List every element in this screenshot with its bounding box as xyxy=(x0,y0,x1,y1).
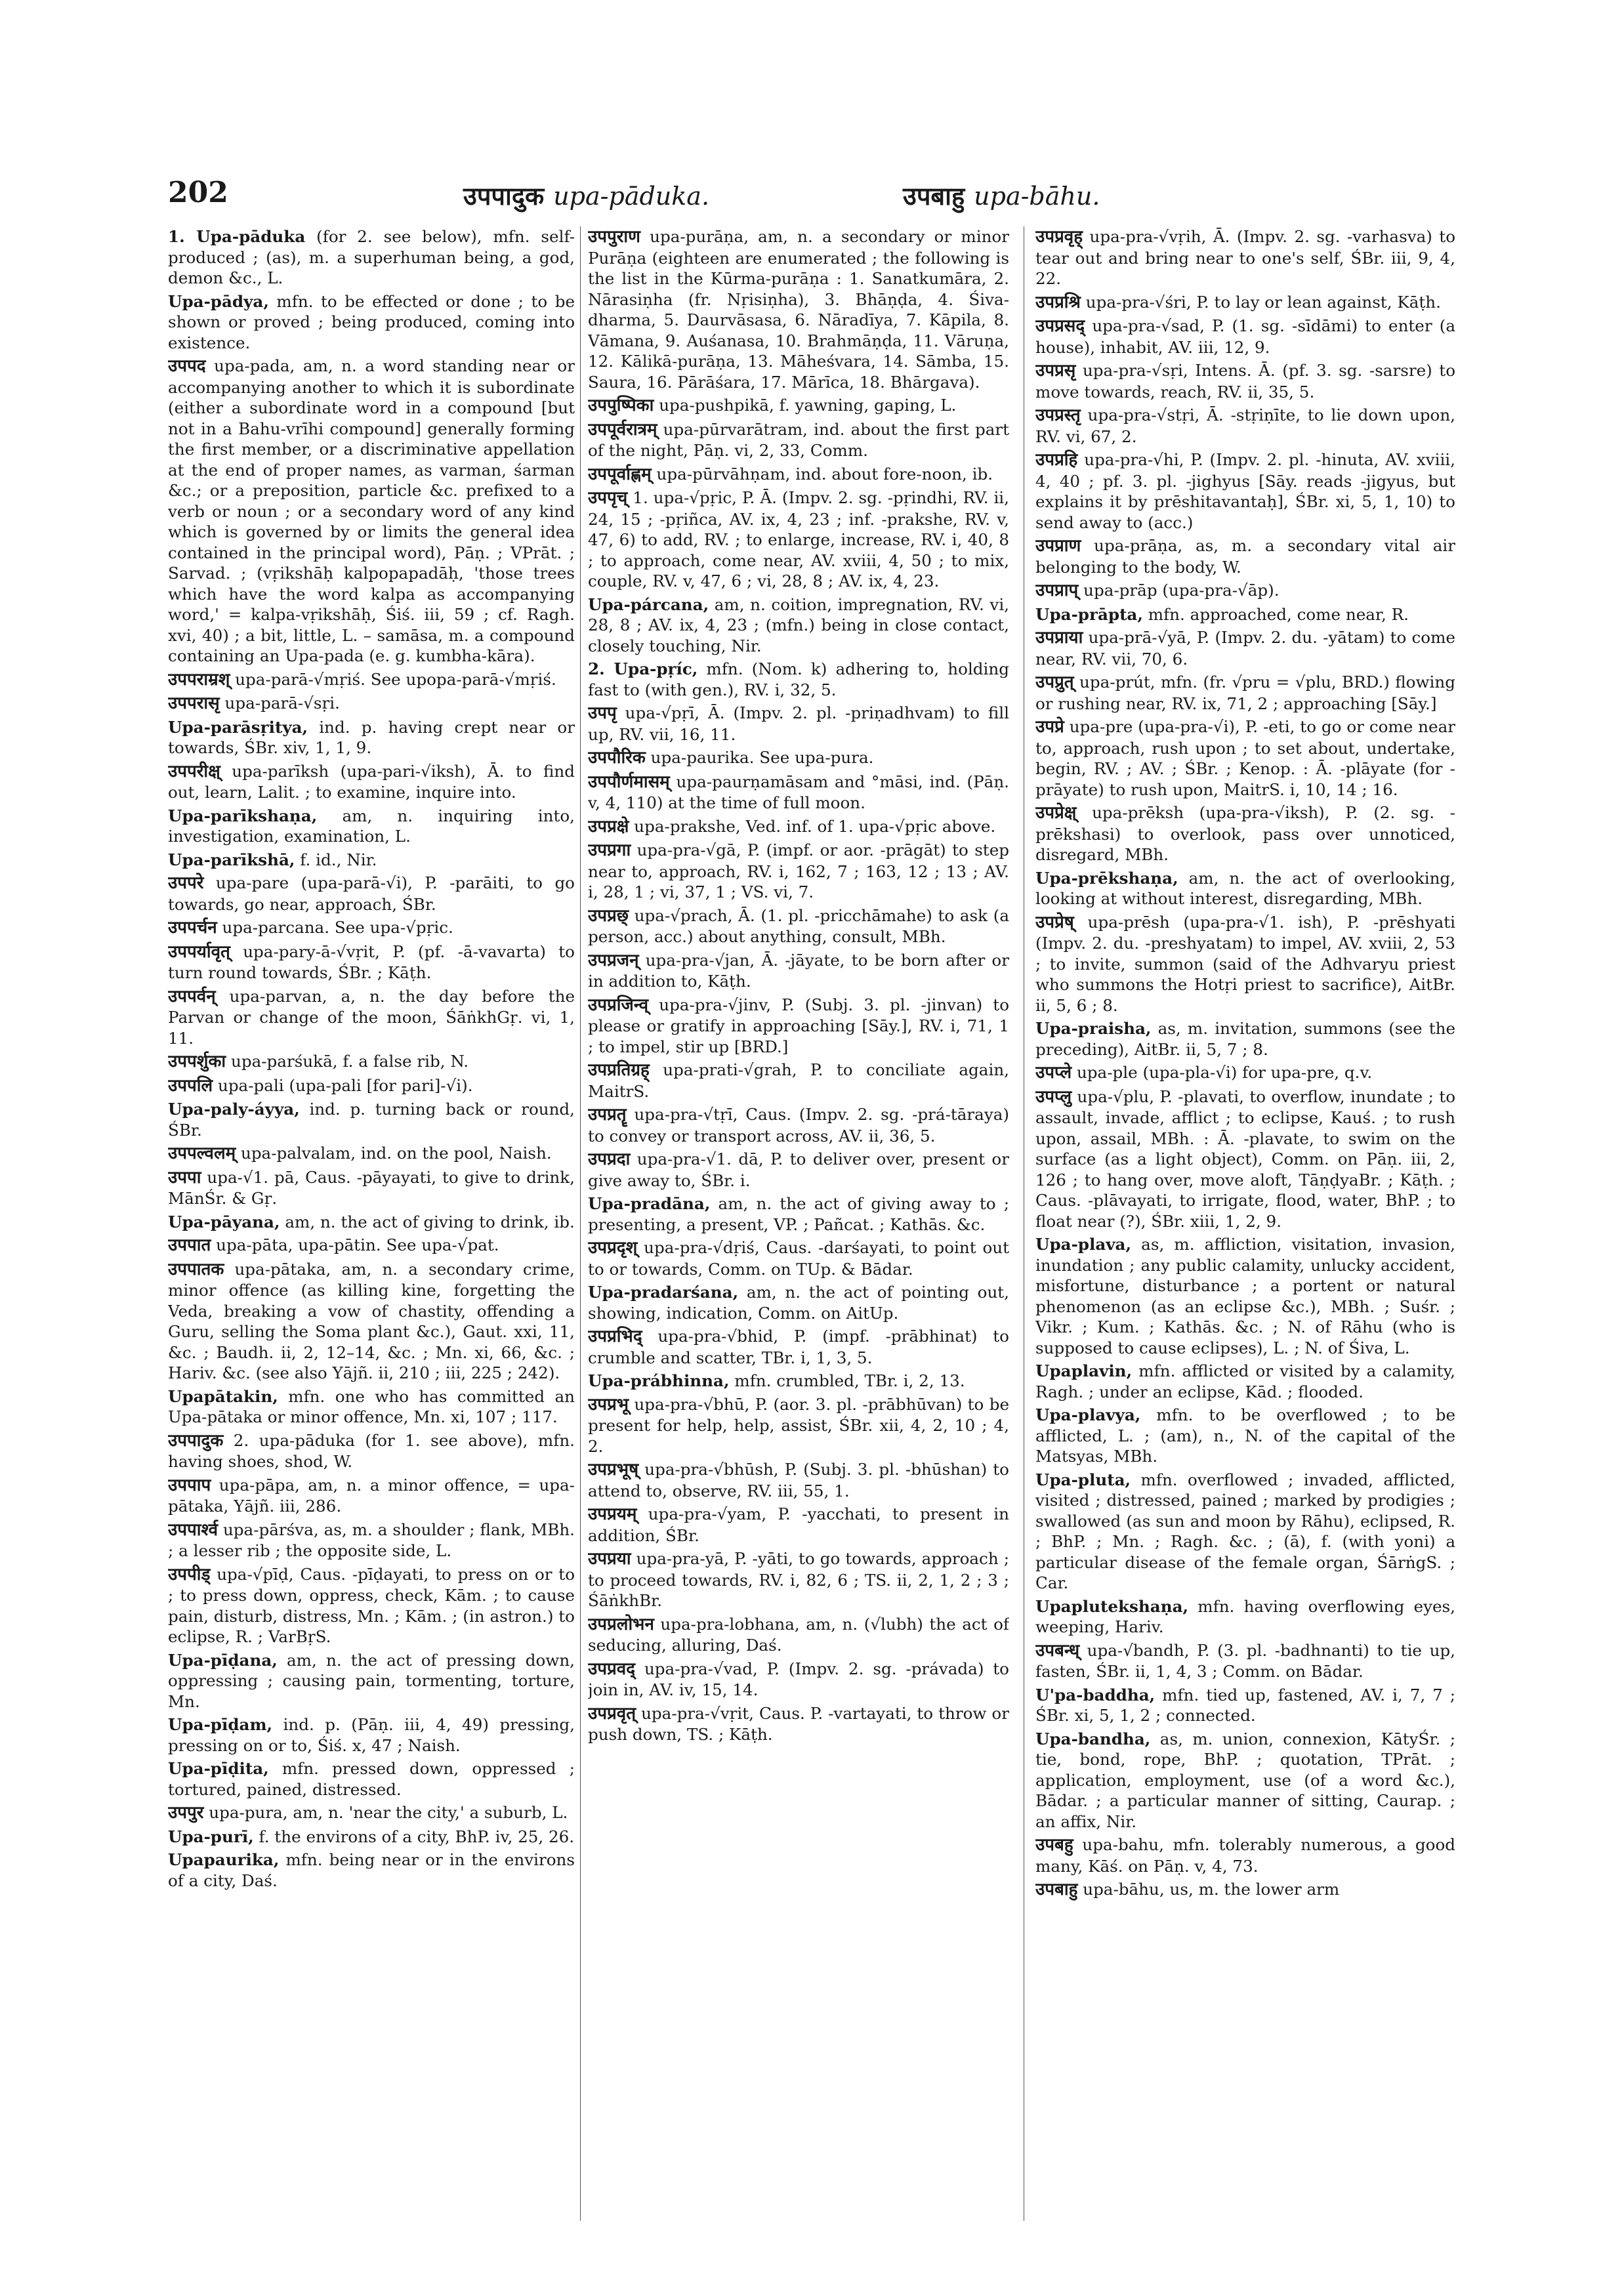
dictionary-entry xyxy=(168,1051,575,1073)
entry-headword: Upapātakin, xyxy=(168,1386,278,1406)
entry-headword: उपपातक xyxy=(168,1259,224,1279)
entry-headword: Upa-pīḍana, xyxy=(168,1650,278,1670)
dictionary-entry xyxy=(168,291,575,354)
dictionary-column-2 xyxy=(588,226,1009,2241)
entry-headword: उपपरे xyxy=(168,873,204,893)
dictionary-entry xyxy=(588,995,1009,1058)
entry-definition: ind. p. (Pāṇ. iii, 4, 49) pressing, pressing on or to, Śiś. x, 47 ; Naish. xyxy=(168,1715,575,1755)
entry-headword: Upa-párcana, xyxy=(588,594,709,614)
dictionary-entry xyxy=(1035,1834,1455,1876)
entry-definition: upa-pra-√vṛit, Caus. P. -vartayati, to throw or push down, TS. ; Kāṭh. xyxy=(588,1703,1009,1744)
entry-definition: mfn. overflowed ; invaded, afflicted, visited ; distressed, pained ; marked by prodigies ; swallowed (as sun and moon by Rāhu), eclipsed, R. ; BhP. ; Mn. ; Ragh. &c. ; (ā), f. (with yoni) a particular disease of the female organ, ŚārṅgS. ; Car. xyxy=(1035,1470,1455,1592)
entry-headword: Upa-parīkshaṇa, xyxy=(168,806,318,825)
dictionary-entry xyxy=(1035,449,1455,533)
entry-headword: Upa-pādya, xyxy=(168,291,269,311)
entry-headword: उपपार्श्व xyxy=(168,1520,219,1540)
entry-definition: upa-pra-√jan, Ā. -jāyate, to be born after or in addition to, Kāṭh. xyxy=(588,950,1009,991)
entry-definition: upa-pra-lobhana, am, n. (√lubh) the act of seducing, alluring, Daś. xyxy=(588,1614,1009,1655)
entry-headword: उपपात xyxy=(168,1235,211,1255)
entry-headword: उपपुर xyxy=(168,1803,204,1823)
entry-headword: Upa-pīḍam, xyxy=(168,1715,273,1734)
dictionary-entry xyxy=(1035,1018,1455,1060)
entry-headword: उपप्राप् xyxy=(1035,581,1079,600)
dictionary-entry xyxy=(168,1430,575,1472)
dictionary-entry xyxy=(168,1827,575,1848)
entry-headword: उपपरीक्ष् xyxy=(168,761,220,781)
dictionary-entry xyxy=(168,1714,575,1756)
entry-definition: upa-√pṛī, Ā. (Impv. 2. pl. -priṇadhvam) to fill up, RV. vii, 16, 11. xyxy=(588,703,1009,744)
dictionary-entry xyxy=(1035,868,1455,909)
entry-definition: upa-pūrvarātram, ind. about the first part of the night, Pāṇ. vi, 2, 33, Comm. xyxy=(588,419,1009,460)
dictionary-entry xyxy=(168,1802,575,1824)
entry-definition: am, n. inquiring into, investigation, examination, L. xyxy=(168,806,575,846)
entry-definition: mfn. (Nom. k) adhering to, holding fast to (with gen.), RV. i, 32, 5. xyxy=(588,659,1009,699)
dictionary-entry xyxy=(588,1371,1009,1392)
dictionary-entry xyxy=(588,1614,1009,1656)
dictionary-entry xyxy=(1035,580,1455,602)
entry-definition: upa-pra-√hi, P. (Impv. 2. pl. -hinuta, AV. xviii, 4, 40 ; pf. 3. pl. -jighyus [Sāy. reads -jigyus, but explains it by prēshitavantaḥ], ŚBr. xi, 5, 1, 10) to send away to (acc.) xyxy=(1035,450,1455,532)
entry-definition: upa-pra-√sṛi, Intens. Ā. (pf. 3. sg. -sarsre) to move towards, reach, RV. ii, 35, 5. xyxy=(1035,361,1455,402)
dictionary-entry xyxy=(1035,1062,1455,1084)
dictionary-entry xyxy=(168,693,575,714)
entry-headword: उपबहु xyxy=(1035,1835,1073,1855)
dictionary-entry xyxy=(168,873,575,915)
dictionary-entry xyxy=(588,659,1009,700)
entry-definition: upa-pushpikā, f. yawning, gaping, L. xyxy=(654,396,957,415)
dictionary-entry xyxy=(168,1758,575,1800)
dictionary-entry xyxy=(1035,1596,1455,1638)
entry-definition: upa-prati-√grah, P. to conciliate again, MaitrS. xyxy=(588,1060,1009,1101)
dictionary-entry xyxy=(1035,292,1455,314)
entry-headword: उपबाहु xyxy=(1035,1880,1078,1899)
dictionary-entry xyxy=(168,1143,575,1165)
entry-definition: upa-pāpa, am, n. a minor offence, = upa-pātaka, Yājñ. iii, 286. xyxy=(168,1475,575,1516)
entry-headword: उपप्रुत् xyxy=(1035,672,1074,692)
entry-definition: upa-√prach, Ā. (1. pl. -pricchāmahe) to ask (a person, acc.) about anything, consult, MBh. xyxy=(588,905,1009,946)
entry-headword: उपपलि xyxy=(168,1075,213,1096)
entry-headword: Upa-bandha, xyxy=(1035,1729,1151,1748)
dictionary-entry xyxy=(588,1104,1009,1146)
dictionary-entry xyxy=(168,986,575,1049)
entry-headword: उपपृ xyxy=(588,703,617,723)
entry-definition: f. id., Nir. xyxy=(295,850,377,869)
entry-definition: mfn. to be effected or done ; to be shown or proved ; being produced, coming into existence. xyxy=(168,291,575,352)
entry-headword: उपप्रभिद् xyxy=(588,1327,642,1346)
entry-definition: upa-bahu, mfn. tolerably numerous, a good many, Kāś. on Pāṇ. v, 4, 73. xyxy=(1035,1835,1455,1876)
dictionary-entry xyxy=(588,226,1009,392)
entry-headword: उपपा xyxy=(168,1167,201,1188)
entry-definition: upa-pre (upa-pra-√i), P. -eti, to go or come near to, approach, rush upon ; to set about, undertake, begin, RV. ; AV. ; ŚBr. ; Kenop. : Ā. -plāyate (for -prāyate) to rush upon, MaitrS. i, 10, 14 ; 16. xyxy=(1035,717,1455,799)
entry-definition: upa-paurṇamāsam and °māsi, ind. (Pāṇ. v, 4, 110) at the time of full moon. xyxy=(588,772,1009,812)
entry-definition: upa-prút, mfn. (fr. √pru = √plu, BRD.) flowing or rushing near, RV. ix, 71, 2 ; approaching [Sāy.] xyxy=(1035,672,1455,713)
dictionary-entry xyxy=(168,1564,575,1647)
entry-headword: उपपल्वलम् xyxy=(168,1144,236,1163)
dictionary-entry xyxy=(168,226,575,289)
dictionary-entry xyxy=(168,850,575,871)
entry-headword: उपपराम्रश् xyxy=(168,669,230,690)
entry-headword: उपपुराण xyxy=(588,227,640,247)
entry-definition: upa-pra-√yam, P. -yacchati, to present in addition, ŚBr. xyxy=(588,1504,1009,1545)
entry-headword: उपप्रवृत् xyxy=(588,1703,636,1724)
entry-definition: upa-ple (upa-pla-√i) for upa-pre, q.v. xyxy=(1072,1063,1373,1082)
entry-definition: upa-pra-√stṛi, Ā. -stṛiṇīte, to lie down upon, RV. vi, 67, 2. xyxy=(1035,405,1455,446)
entry-headword: U'pa-baddha, xyxy=(1035,1685,1156,1705)
entry-definition: upa-parcana. See upa-√pṛic. xyxy=(217,918,453,937)
dictionary-entry xyxy=(168,1475,575,1517)
entry-headword: उपपर्यावृत् xyxy=(168,941,230,962)
dictionary-entry xyxy=(168,806,575,847)
dictionary-entry xyxy=(1035,604,1455,625)
entry-definition: f. the environs of a city, BhP. iv, 25, 26. xyxy=(253,1827,575,1846)
entry-definition: upa-√bandh, P. (3. pl. -badhnanti) to tie up, fasten, ŚBr. ii, 1, 4, 3 ; Comm. on Bādar. xyxy=(1035,1640,1455,1681)
entry-definition: upa-√plu, P. -plavati, to overflow, inundate ; to assault, invade, afflict ; to eclipse, Kauś. ; to rush upon, assail, MBh. : Ā. -plavate, to swim on the surface (as a light object), Comm. on Pāṇ. iii, 2, 126 ; to hang over, move aloft, TāṇḍyaBr. ; Kāṭh. ; Caus. -plāvayati, to irrigate, flood, water, BhP. ; to float near (?), ŚBr. xiii, 1, 2, 9. xyxy=(1035,1086,1455,1231)
entry-definition: upa-pra-√tṛī, Caus. (Impv. 2. sg. -prá-tāraya) to convey or transport across, AV. ii, 36, 5. xyxy=(588,1105,1009,1146)
right-headword-devanagari: उपबाहु xyxy=(903,181,965,211)
dictionary-entry xyxy=(588,594,1009,657)
entry-headword: 2. Upa-pṛíc, xyxy=(588,659,698,678)
entry-headword: उपप्राया xyxy=(1035,628,1083,648)
dictionary-entry xyxy=(588,419,1009,461)
dictionary-entry xyxy=(168,1167,575,1209)
entry-headword: Upa-pradāna, xyxy=(588,1194,711,1213)
right-headword-latin: upa-bāhu. xyxy=(974,182,1100,211)
dictionary-entry xyxy=(1035,1729,1455,1832)
entry-definition: am, n. the act of pressing down, oppressing ; causing pain, tormenting, torture, Mn. xyxy=(168,1650,575,1711)
entry-headword: उपप्लु xyxy=(1035,1086,1072,1107)
entry-headword: उपबन्ध् xyxy=(1035,1640,1080,1661)
left-headword-devanagari: उपपादुक xyxy=(463,181,545,211)
entry-headword: Upa-pāyana, xyxy=(168,1212,280,1231)
entry-headword: Upa-purī, xyxy=(168,1827,254,1846)
dictionary-entry xyxy=(588,487,1009,592)
entry-definition: upa-prā-√yā, P. (Impv. 2. du. -yātam) to come near, RV. vii, 70, 6. xyxy=(1035,628,1455,669)
entry-definition: ind. p. turning back or round, ŚBr. xyxy=(168,1100,575,1140)
entry-definition: am, n. the act of giving away to ; presenting, a present, VP. ; Pañcat. ; Kathās. &c. xyxy=(588,1194,1009,1234)
entry-definition: upa-parīksh (upa-pari-√iksh), Ā. to find out, learn, Lalit. ; to examine, inquire into. xyxy=(168,761,575,802)
entry-headword: Upa-plavya, xyxy=(1035,1405,1141,1424)
entry-definition: upa-pada, am, n. a word standing near or accompanying another to which it is subordinate (either a subordinate word in a compound [but not in a Bahu-vrīhi compound] generally forming the first member, or a discriminative appellation at the end of proper names, as varman, śarman &c.; or a preposition, particle &c. prefixed to a verb or noun ; or a secondary word of any kind which is governed by or limits the general idea contained in the principal word), Pāṇ. ; VPrāt. ; Sarvad. ; (vṛikshāḥ kalpopapadāḥ, 'those trees which have the word kalpa as accompanying word,' = kalpa-vṛikshāḥ, Śiś. iii, 59 ; cf. Ragh. xvi, 40) ; a bit, little, L. – samāsa, m. a compound containing an Upa-pada (e. g. kumbha-kāra). xyxy=(168,356,575,665)
entry-headword: Upa-pradarśana, xyxy=(588,1283,739,1302)
dictionary-entry xyxy=(588,464,1009,486)
entry-definition: upa-parśukā, f. a false rib, N. xyxy=(226,1052,469,1071)
dictionary-entry xyxy=(588,1548,1009,1611)
dictionary-entry xyxy=(588,840,1009,903)
dictionary-entry xyxy=(588,747,1009,769)
entry-headword: उपपुष्पिका xyxy=(588,396,654,415)
entry-headword: उपप्ले xyxy=(1035,1063,1072,1083)
dictionary-entry xyxy=(588,816,1009,838)
dictionary-entry xyxy=(588,950,1009,992)
entry-definition: 2. upa-pāduka (for 1. see above), mfn. having shoes, shod, W. xyxy=(168,1430,575,1471)
entry-headword: उपपूर्वरात्रम् xyxy=(588,419,657,440)
dictionary-entry xyxy=(588,1149,1009,1191)
entry-definition: (for 2. see below), mfn. self-produced ; (as), m. a superhuman being, a god, demon &c., L. xyxy=(168,227,575,287)
entry-headword: उपप्रदा xyxy=(588,1149,631,1169)
dictionary-entry xyxy=(588,1282,1009,1323)
dictionary-entry xyxy=(168,761,575,803)
entry-headword: उपपरासृ xyxy=(168,693,220,713)
entry-definition: upa-pra-√dṛiś, Caus. -darśayati, to point out to or towards, Comm. on TUp. & Bādar. xyxy=(588,1238,1009,1279)
entry-definition: mfn. one who has committed an Upa-pātaka or minor offence, Mn. xi, 107 ; 117. xyxy=(168,1386,575,1426)
entry-headword: Upa-parāsṛitya, xyxy=(168,717,308,737)
entry-definition: upa-pūrvāhṇam, ind. about fore-noon, ib. xyxy=(651,464,993,484)
entry-definition: upa-pary-ā-√vṛit, P. (pf. -ā-vavarta) to turn round towards, ŚBr. ; Kāṭh. xyxy=(168,941,575,982)
dictionary-entry xyxy=(168,1650,575,1712)
entry-definition: upa-pali (upa-pali [for pari]-√i). xyxy=(213,1075,473,1095)
entry-headword: उपपीड् xyxy=(168,1564,211,1584)
entry-definition: mfn. approached, come near, R. xyxy=(1142,604,1409,624)
entry-definition: upa-prāṇa, as, m. a secondary vital air belonging to the body, W. xyxy=(1035,536,1455,577)
entry-headword: उपप्रजन् xyxy=(588,950,639,970)
dictionary-entry xyxy=(1035,405,1455,447)
entry-headword: उपप्रया xyxy=(588,1549,631,1569)
entry-headword: उपप्रश्रि xyxy=(1035,292,1081,312)
dictionary-entry xyxy=(168,1520,575,1561)
dictionary-entry xyxy=(588,1504,1009,1546)
entry-headword: Upaplavin, xyxy=(1035,1361,1133,1380)
entry-definition: upa-palvalam, ind. on the pool, Naish. xyxy=(236,1144,552,1163)
dictionary-entry xyxy=(168,1099,575,1140)
column-divider xyxy=(580,226,581,2221)
entry-definition: as, m. invitation, summons (see the preceding), AitBr. ii, 5, 7 ; 8. xyxy=(1035,1019,1455,1059)
entry-headword: Upa-pīḍita, xyxy=(168,1759,269,1778)
dictionary-entry xyxy=(1035,802,1455,865)
entry-headword: उपप्राण xyxy=(1035,536,1081,556)
entry-definition: upa-pra-yā, P. -yāti, to go towards, approach ; to proceed towards, RV. i, 82, 6 ; TS. ii, 2, 1, 2 ; 3 ; ŚāṅkhBr. xyxy=(588,1549,1009,1610)
dictionary-entry xyxy=(1035,1234,1455,1358)
entry-headword: उपप्रक्षे xyxy=(588,816,629,837)
dictionary-entry xyxy=(1035,627,1455,669)
dictionary-entry xyxy=(168,1850,575,1891)
entry-definition: am, n. coition, impregnation, RV. vi, 28, 8 ; AV. ix, 4, 23 ; (mfn.) being in close contact, closely touching, Nir. xyxy=(588,594,1009,655)
entry-definition: ind. p. having crept near or towards, ŚBr. xiv, 1, 1, 9. xyxy=(168,717,575,757)
entry-headword: उपप्रवद् xyxy=(588,1659,636,1679)
dictionary-entry xyxy=(588,905,1009,947)
left-running-headword xyxy=(463,178,709,213)
entry-definition: upa-pātaka, am, n. a secondary crime, minor offence (as killing kine, forgetting the Veda, breaking a vow of chastity, offending a Guru, selling the Soma plant &c.), Gaut. xxi, 11, &c. ; Baudh. ii, 2, 12–14, &c. ; Mn. xi, 66, &c. ; Hariv. &c. (see also Yājñ. ii, 210 ; iii, 225 ; 242). xyxy=(168,1259,575,1382)
entry-headword: उपप्रयम् xyxy=(588,1504,637,1524)
entry-definition: upa-pāta, upa-pātin. See upa-√pat. xyxy=(211,1235,499,1254)
entry-definition: am, n. the act of giving to drink, ib. xyxy=(280,1212,575,1231)
dictionary-entry xyxy=(1035,1470,1455,1594)
entry-headword: उपप्रभू xyxy=(588,1394,629,1415)
dictionary-entry xyxy=(1035,716,1455,800)
dictionary-entry xyxy=(1035,912,1455,1016)
entry-headword: उपपर्चन xyxy=(168,918,217,938)
entry-definition: upa-prāp (upa-pra-√āp). xyxy=(1078,581,1280,600)
dictionary-entry xyxy=(1035,672,1455,714)
dictionary-column-1 xyxy=(168,226,575,2241)
dictionary-entry xyxy=(588,1703,1009,1745)
entry-definition: upa-prēsh (upa-pra-√1. ish), P. -prēshyati (Impv. 2. du. -preshyatam) to impel, AV. xviii, 2, 53 ; to invite, summon (said of the Adhvaryu priest who summons the Hotṛi priest to sacrifice), AitBr. ii, 5, 6 ; 8. xyxy=(1035,912,1455,1015)
entry-headword: उपप्रसृ xyxy=(1035,361,1076,381)
entry-headword: उपप्रगा xyxy=(588,840,631,860)
entry-headword: Upa-parīkshā, xyxy=(168,850,295,869)
entry-definition: upa-pra-√bhid, P. (impf. -prābhinat) to crumble and scatter, TBr. i, 1, 3, 5. xyxy=(588,1327,1009,1367)
entry-headword: उपप्रहि xyxy=(1035,450,1078,470)
entry-definition: upa-pra-√gā, P. (impf. or aor. -prāgāt) to step near to, approach, RV. i, 162, 7 ; 163, 12 ; 13 ; AV. i, 28, 1 ; vi, 37, 1 ; VS. vi, 7. xyxy=(588,840,1009,901)
entry-definition: upa-pra-√sad, P. (1. sg. -sīdāmi) to enter (a house), inhabit, AV. iii, 12, 9. xyxy=(1035,316,1455,357)
entry-headword: उपपादुक xyxy=(168,1430,224,1451)
entry-headword: उपप्रतॄ xyxy=(588,1105,627,1125)
entry-definition: upa-pra-√vṛih, Ā. (Impv. 2. sg. -varhasva) to tear out and bring near to one's self, ŚBr. iii, 9, 4, 22. xyxy=(1035,227,1455,288)
entry-definition: upa-paurika. See upa-pura. xyxy=(645,748,874,767)
entry-headword: Upa-praisha, xyxy=(1035,1019,1152,1038)
entry-definition: upa-pārśva, as, m. a shoulder ; flank, MBh. ; a lesser rib ; the opposite side, L. xyxy=(168,1520,575,1560)
dictionary-entry xyxy=(588,1459,1009,1501)
dictionary-entry xyxy=(168,1259,575,1384)
dictionary-entry xyxy=(1035,316,1455,358)
dictionary-column-3 xyxy=(1035,226,1455,2241)
dictionary-entry xyxy=(588,395,1009,417)
entry-headword: उपप्रजिन्व् xyxy=(588,995,649,1015)
entry-definition: as, m. union, connexion, KātyŚr. ; tie, bond, rope, BhP. ; quotation, TPrāt. ; application, employment, use (of a word &c.), Bādar. ; a particular manner of sitting, Caurap. ; an affix, Nir. xyxy=(1035,1729,1455,1831)
dictionary-entry xyxy=(1035,1405,1455,1467)
entry-definition: upa-pura, am, n. 'near the city,' a suburb, L. xyxy=(203,1803,568,1822)
entry-headword: उपपर्शुका xyxy=(168,1052,226,1071)
running-header xyxy=(168,176,1454,213)
dictionary-entry xyxy=(1035,1086,1455,1232)
entry-headword: उपप्रभूष् xyxy=(588,1460,639,1479)
entry-headword: उपप्रेष् xyxy=(1035,912,1074,932)
entry-headword: उपपद xyxy=(168,356,206,376)
dictionary-entry xyxy=(168,1386,575,1428)
entry-headword: उपप्रतिग्रह् xyxy=(588,1060,650,1080)
entry-headword: उपपृच् xyxy=(588,488,628,508)
dictionary-entry xyxy=(588,1193,1009,1235)
entry-definition: upa-√1. pā, Caus. -pāyayati, to give to drink, MānŚr. & Gṛ. xyxy=(168,1167,575,1208)
entry-definition: upa-prakshe, Ved. inf. of 1. upa-√pṛic above. xyxy=(629,816,996,836)
entry-definition: mfn. being near or in the environs of a city, Daś. xyxy=(168,1850,575,1890)
right-running-headword xyxy=(903,178,1100,213)
entry-headword: Upa-paly-áyya, xyxy=(168,1100,300,1119)
dictionary-entry xyxy=(588,1659,1009,1701)
entry-headword: उपपर्वन् xyxy=(168,986,216,1006)
entry-definition: upa-pra-√vad, P. (Impv. 2. sg. -právada) to join in, AV. iv, 15, 14. xyxy=(588,1659,1009,1699)
dictionary-entry xyxy=(168,941,575,983)
dictionary-entry xyxy=(588,772,1009,814)
dictionary-entry xyxy=(168,1235,575,1256)
entry-headword: उपप्रस्तृ xyxy=(1035,405,1081,425)
dictionary-entry xyxy=(168,917,575,939)
dictionary-entry xyxy=(1035,1685,1455,1726)
page-number: 202 xyxy=(168,176,228,209)
entry-definition: 1. upa-√pṛic, P. Ā. (Impv. 2. sg. -pṛindhi, RV. ii, 24, 15 ; -pṛiñca, AV. ix, 4, 23 ; inf. -prakshe, RV. v, 47, 6) to add, RV. ; to enlarge, increase, RV. i, 40, 8 ; to approach, come near, AV. xviii, 4, 50 ; to mix, couple, RV. v, 47, 6 ; vi, 28, 8 ; AV. ix, 4, 23. xyxy=(588,488,1009,590)
dictionary-entry xyxy=(588,1237,1009,1279)
entry-definition: upa-pra-√jinv, P. (Subj. 3. pl. -jinvan) to please or gratify in approaching [Sāy.], RV. i, 71, 1 ; to impel, stir up [BRD.] xyxy=(588,995,1009,1056)
dictionary-entry xyxy=(588,1060,1009,1102)
entry-headword: उपप्रसद् xyxy=(1035,316,1085,336)
entry-headword: Upaplutekshaṇa, xyxy=(1035,1596,1189,1616)
entry-headword: उपप्रछ् xyxy=(588,905,629,926)
entry-definition: as, m. affliction, visitation, invasion, inundation ; any public calamity, unlucky accident, misfortune, disturbance ; a portent or natural phenomenon (as an eclipse &c.), MBh. ; Suśr. ; Vikr. ; Kum. ; Kathās. &c. ; N. of Rāhu (who is supposed to cause eclipses), L. ; N. of Śiva, L. xyxy=(1035,1235,1455,1357)
left-headword-latin: upa-pāduka. xyxy=(553,182,710,211)
entry-headword: 1. Upa-pāduka xyxy=(168,227,306,246)
entry-headword: Upapaurika, xyxy=(168,1850,280,1869)
entry-headword: उपप्रेक्ष् xyxy=(1035,803,1077,823)
entry-headword: उपप्रवृह् xyxy=(1035,227,1083,247)
dictionary-entry xyxy=(1035,226,1455,289)
entry-definition: upa-pra-√bhū, P. (aor. 3. pl. -prābhūvan) to be present for help, help, assist, ŚBr. xii, 4, 2, 10 ; 4, 2. xyxy=(588,1394,1009,1456)
dictionary-entry xyxy=(1035,1879,1455,1901)
entry-headword: उपपौरिक xyxy=(588,748,646,768)
dictionary-entry xyxy=(1035,1361,1455,1402)
entry-definition: mfn. tied up, fastened, AV. i, 7, 7 ; ŚBr. xi, 5, 1, 2 ; connected. xyxy=(1035,1685,1455,1725)
dictionary-entry xyxy=(588,1394,1009,1457)
dictionary-entry xyxy=(1035,1640,1455,1682)
entry-headword: Upa-plava, xyxy=(1035,1235,1132,1254)
entry-headword: Upa-pluta, xyxy=(1035,1470,1131,1489)
dictionary-entry xyxy=(168,1212,575,1233)
dictionary-entry xyxy=(168,669,575,691)
entry-headword: उपपौर्णमासम् xyxy=(588,772,670,792)
entry-definition: mfn. afflicted or visited by a calamity, Ragh. ; under an eclipse, Kād. ; flooded. xyxy=(1035,1361,1455,1401)
entry-definition: upa-parā-√sṛi. xyxy=(219,693,340,713)
entry-definition: upa-bāhu, us, m. the lower arm xyxy=(1077,1880,1340,1899)
entry-definition: upa-parā-√mṛiś. See upopa-parā-√mṛiś. xyxy=(230,669,556,689)
entry-headword: उपप्रदृश् xyxy=(588,1238,638,1258)
entry-definition: upa-pra-√1. dā, P. to deliver over, present or give away to, ŚBr. i. xyxy=(588,1149,1009,1190)
entry-definition: upa-pare (upa-parā-√i), P. -parāiti, to go towards, go near, approach, ŚBr. xyxy=(168,873,575,914)
entry-definition: upa-√pīḍ, Caus. -pīḍayati, to press on or to ; to press down, oppress, check, Kām. ; to cause pain, disturb, distress, Mn. ; Kām. ; (in astron.) to eclipse, R. ; VarBṛS. xyxy=(168,1564,575,1646)
entry-definition: upa-purāṇa, am, n. a secondary or minor Purāṇa (eighteen are enumerated ; the following is the list in the Kūrma-purāṇa : 1. Sanatkumāra, 2. Nārasiṇha (fr. Nṛisiṇha), 3. Bhāṇḍa, 4. Śiva-dharma, 5. Daurvāsasa, 6. Nāradīya, 7. Kāpila, 8. Vāmana, 9. Auśanasa, 10. Brahmāṇḍa, 11. Vāruṇa, 12. Kālikā-purāṇa, 13. Māheśvara, 14. Sāmba, 15. Saura, 16. Pārāśara, 17. Mārīca, 18. Bhārgava). xyxy=(588,227,1009,392)
entry-definition: am, n. the act of pointing out, showing, indication, Comm. on AitUp. xyxy=(588,1283,1009,1323)
dictionary-entry xyxy=(588,703,1009,745)
entry-headword: उपप्रलोभन xyxy=(588,1614,654,1634)
entry-definition: upa-pra-√śri, P. to lay or lean against, Kāṭh. xyxy=(1080,292,1441,312)
entry-headword: Upa-prāpta, xyxy=(1035,604,1143,624)
entry-headword: Upa-prábhinna, xyxy=(588,1371,730,1390)
entry-definition: am, n. the act of overlooking, looking at without interest, disregarding, MBh. xyxy=(1035,868,1455,908)
dictionary-entry xyxy=(168,1075,575,1097)
entry-headword: उपपूर्वाह्णम् xyxy=(588,464,652,484)
entry-definition: upa-parvan, a, n. the day before the Parvan or change of the moon, ŚāṅkhGṛ. vi, 1, 11. xyxy=(168,986,575,1048)
entry-headword: उपप्रे xyxy=(1035,717,1064,737)
entry-headword: Upa-prēkshaṇa, xyxy=(1035,868,1178,888)
entry-definition: mfn. pressed down, oppressed ; tortured, pained, distressed. xyxy=(168,1759,575,1799)
entry-headword: उपपाप xyxy=(168,1475,211,1495)
entry-definition: upa-prēksh (upa-pra-√iksh), P. (2. sg. -prēkshasi) to overlook, pass over unnoticed, disregard, MBh. xyxy=(1035,803,1455,864)
entry-definition: mfn. to be overflowed ; to be afflicted, L. ; (am), n., N. of the capital of the Matsyas, MBh. xyxy=(1035,1405,1455,1466)
dictionary-entry xyxy=(1035,535,1455,577)
dictionary-entry xyxy=(168,356,575,667)
entry-definition: mfn. having overflowing eyes, weeping, Hariv. xyxy=(1035,1596,1455,1636)
dictionary-entry xyxy=(1035,360,1455,402)
dictionary-entry xyxy=(588,1326,1009,1368)
dictionary-entry xyxy=(168,717,575,758)
entry-definition: mfn. crumbled, TBr. i, 2, 13. xyxy=(729,1371,965,1390)
entry-definition: upa-pra-√bhūsh, P. (Subj. 3. pl. -bhūshan) to attend to, observe, RV. iii, 55, 1. xyxy=(588,1460,1009,1500)
